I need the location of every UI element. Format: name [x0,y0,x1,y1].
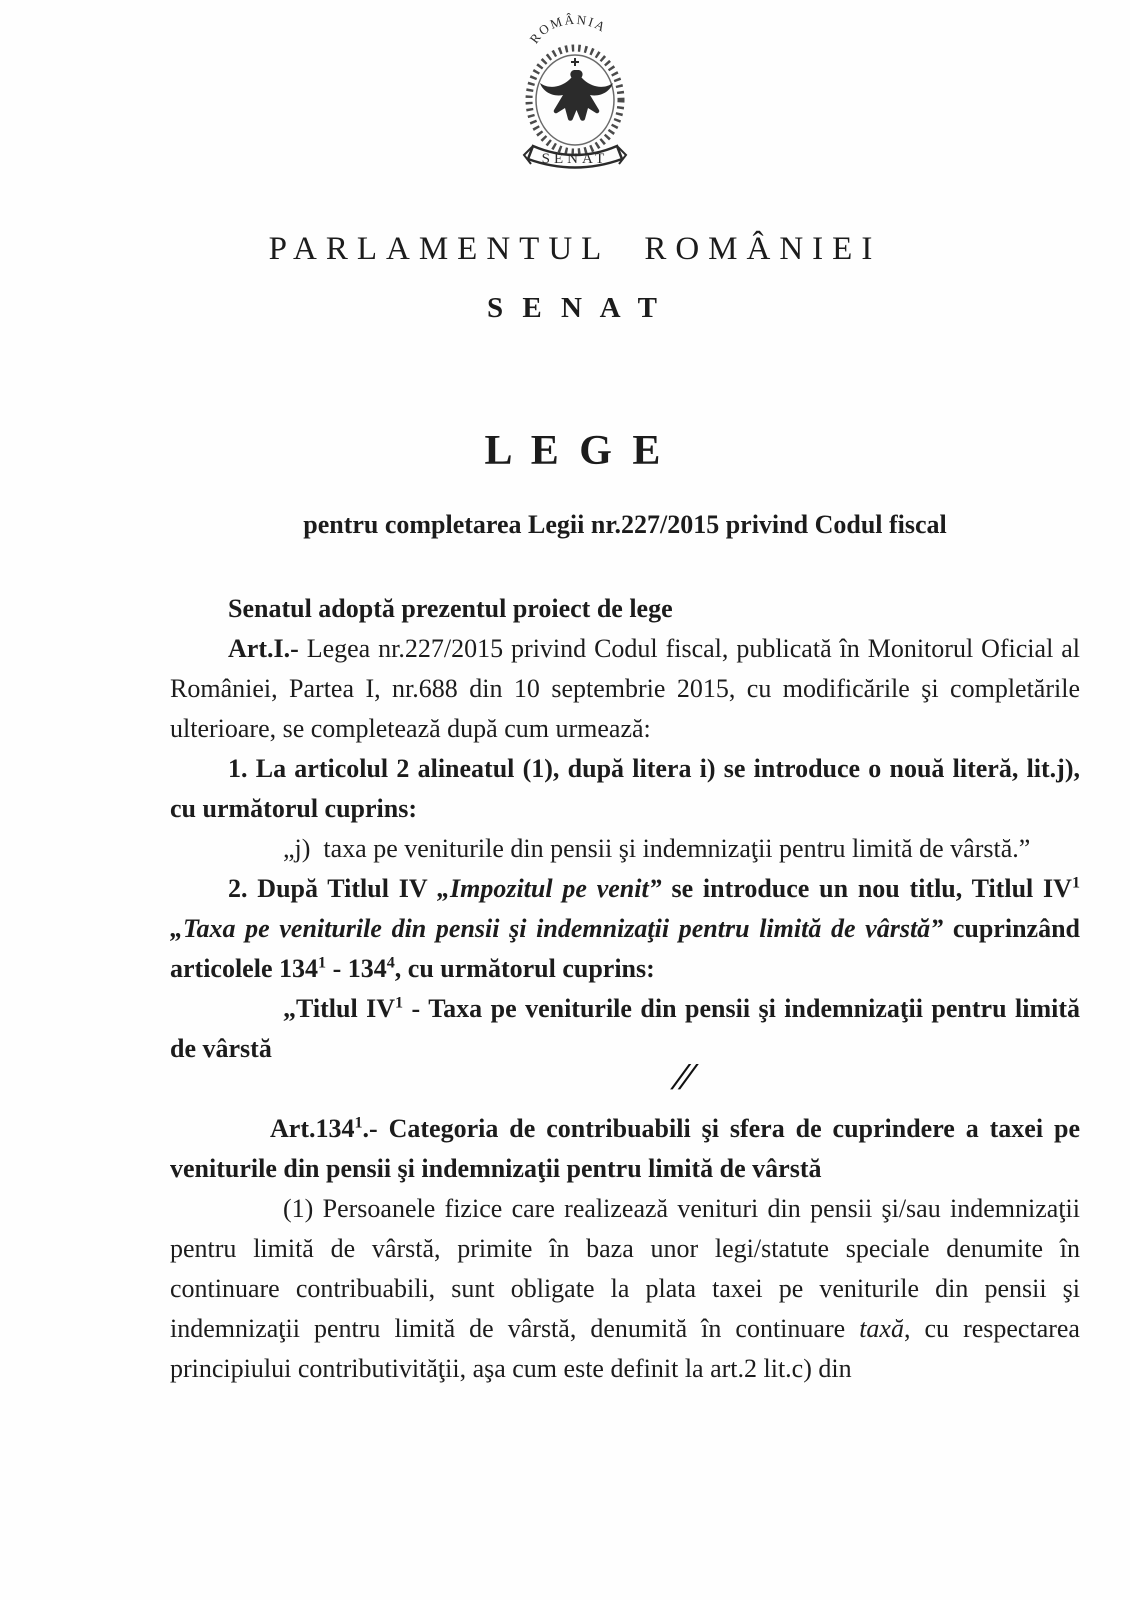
paragraph-point-2: 2. După Titlul IV „Impozitul pe venit” se introduce un nou titlu, Titlul $IV^1$ „Taxa pe veniturile din pensii şi indemnizaţii pentru limită de vârstă” cuprinzând articolele $134^1 - 134^4$, cu următorul cuprins: [170,874,1080,983]
masthead [70,10,1080,475]
superscript: 4 [386,954,395,972]
quoted-title-impozitul: „Impozitul pe venit” [436,874,662,903]
term-taxa-italic: taxă [859,1314,904,1343]
adoption-formula: Senatul adoptă prezentul proiect de lege [228,594,673,623]
superscript: 1 [395,994,404,1012]
quote-j-label: „j) [283,834,311,863]
quoted-letter-j [170,829,1080,869]
paragraph-alin-1: (1) Persoanele fizice care realizează venituri din pensii şi/sau indemnizaţii pentru limită de vârstă, primite în baza unor legi/statute speciale denumite în continuare contribuabili, sunt obligate la plata taxei pe veniturile din pensii şi indemnizaţii pentru limită de vârstă, denumită în continuare taxă, cu respectarea principiului contributivităţii, aşa cum este definit la art.2 lit.c) din [170,1194,1080,1383]
handwritten-mark: // [670,1056,696,1098]
institution-name: PARLAMENTUL ROMÂNIEI [268,231,882,267]
coat-of-arms-icon [509,12,641,174]
chamber-name: S E N A T [487,292,663,324]
coat-of-arms [509,12,641,179]
paragraph-point-1: 1. La articolul 2 alineatul (1), după litera i) se introduce o nouă literă, lit.j), cu următorul cuprins: [170,754,1080,823]
superscript: 1 [1071,874,1080,892]
article-I-text: Legea nr.227/2015 privind Codul fiscal, publicată în Monitorul Oficial al României, Partea I, nr.688 din 10 septembrie 2015, cu modificările şi completările ulterioare, se completează după cum urmează: [170,634,1080,743]
paragraph-title-IV1: „Titlul $IV^1$ - Taxa pe veniturile din pensii şi indemnizaţii pentru limită de vârstă [170,994,1080,1063]
paragraph-art-134-heading: Art.134$^1$.- Categoria de contribuabili şi sfera de cuprindere a taxei pe veniturile din pensii şi indemnizaţii pentru limită de vârstă [170,1114,1080,1183]
cross-icon [571,58,579,66]
article-I-label: Art.I.- [228,634,299,663]
superscript: 1 [354,1114,363,1132]
handwritten-mark-row [170,1056,1080,1109]
law-title: L E G E [484,428,666,474]
paragraph-art-I [170,629,1080,749]
law-subtitle: pentru completarea Legii nr.227/2015 privind Codul fiscal [303,510,947,539]
eagle-icon [540,70,613,121]
article-134-label: Art.134 [270,1114,355,1143]
quote-j-text: taxa pe veniturile din pensii şi indemnizaţii pentru limită de vârstă.” [310,834,1031,863]
emblem-banner-text: SENAT [541,151,609,167]
quoted-title-taxa: „Taxa pe veniturile din pensii şi indemnizaţii pentru limită de vârstă” [170,914,944,943]
superscript: 1 [318,954,327,972]
svg-text:ROMÂNIA [527,12,610,46]
document-body [170,505,1080,1389]
emblem-country-text: ROMÂNIA [526,12,610,47]
